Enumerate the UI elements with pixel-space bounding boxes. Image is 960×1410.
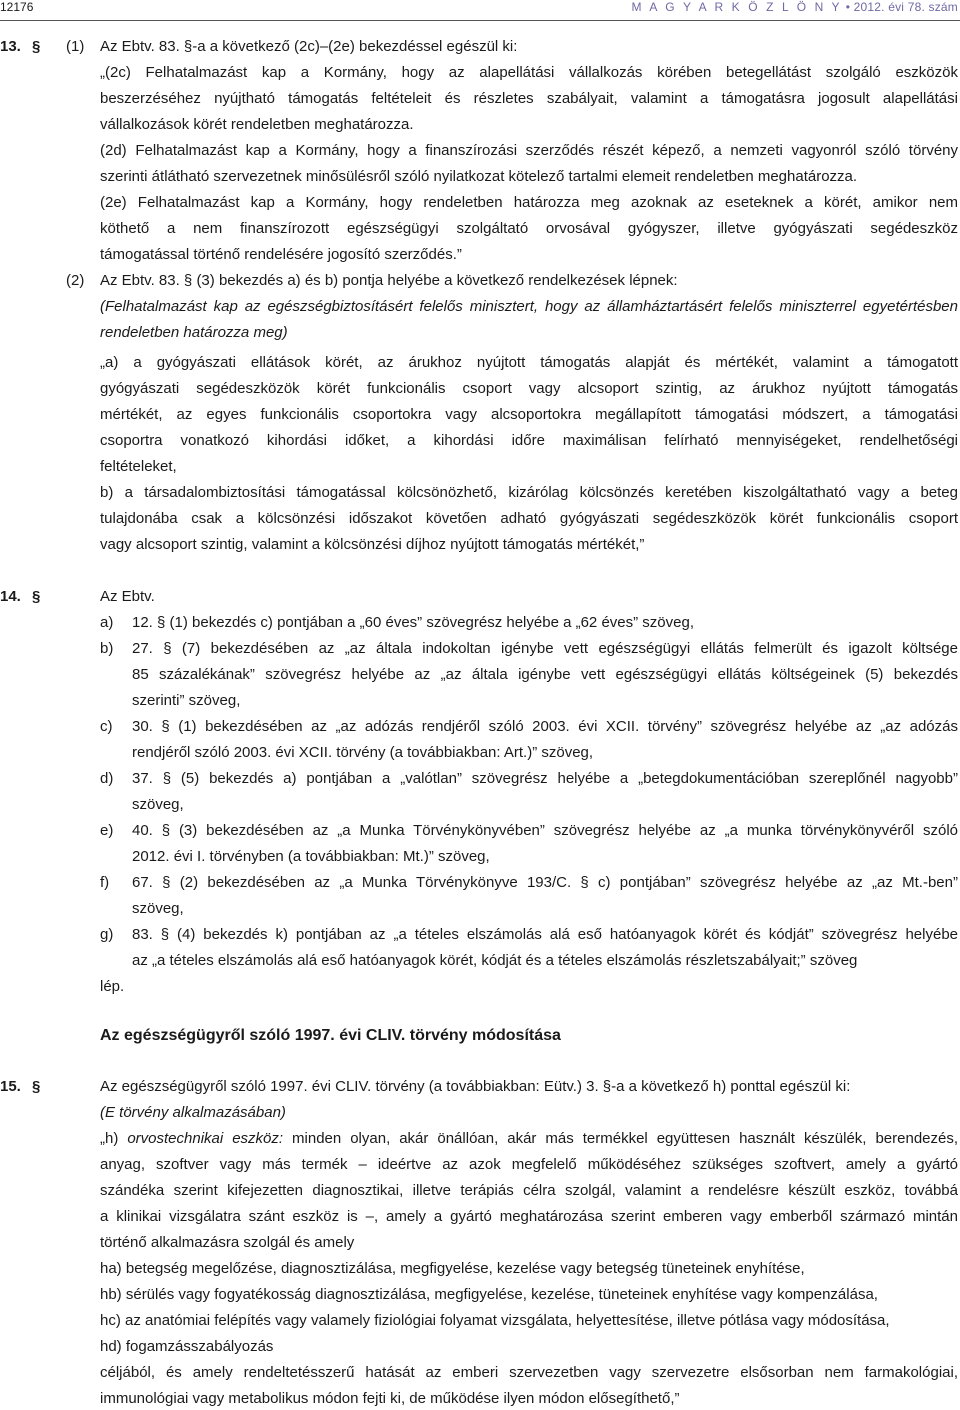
point-line: tulajdonába csak a kölcsönzési időszakot követően adható gyógyászati segédeszközök körét funkcionális csoport xyxy=(100,510,958,527)
paragraph-line: (2d) Felhatalmazást kap a Kormány, hogy a finanszírozási szerződés részét képező, a nemzeti vagyonról szóló törvény xyxy=(100,142,958,159)
subpoint-line: hd) fogamzásszabályozás xyxy=(100,1338,274,1355)
item-line: 30. § (1) bekezdésében az „az adózás rendjéről szóló 2003. évi XCII. törvény” szövegrész helyébe az „az adózás xyxy=(132,718,958,735)
section-intro: Az egészségügyről szóló 1997. évi CLIV. törvény (a továbbiakban: Eütv.) 3. §-a a következő h) ponttal egészül ki: xyxy=(100,1078,851,1095)
item-line: 40. § (3) bekezdésében az „a Munka Törvénykönyvében” szövegrész helyébe az „a munka törvénykönyvéről szóló xyxy=(132,822,958,839)
point-prefix: „h) xyxy=(100,1130,128,1147)
issue-number: 2012. évi 78. szám xyxy=(853,0,958,14)
item-line: 2012. évi I. törvényben (a továbbiakban: Mt.)” szöveg, xyxy=(132,848,490,865)
point-line: mértékét, az egyes funkcionális csoportokra vagy alcsoportokra megállapított támogatási módszert, a támogatási xyxy=(100,406,958,423)
paragraph-number: (1) xyxy=(66,38,85,55)
journal-name: M A G Y A R K Ö Z L Ö N Y xyxy=(631,0,843,14)
subpoint-line: hc) az anatómiai felépítés vagy valamely fiziológiai folyamat vizsgálata, helyettesítése, illetve pótlása vagy módosítása, xyxy=(100,1312,890,1329)
paragraph-line: „(2c) Felhatalmazást kap a Kormány, hogy az alapellátási vállalkozás körében betegellátást szolgáló eszközök xyxy=(100,64,958,81)
paragraph-line: beszerzéséhez nyújtható támogatás feltételeit és részletes szabályait, valamint a támogatásra jogosult alapellátási xyxy=(100,90,958,107)
point-line: csoportra vonatkozó kihordási időket, a kihordási időre maximálisan felírható mennyiségeket, rendelhetőségi xyxy=(100,432,958,449)
section-number: 14. xyxy=(0,588,21,605)
section-sign: § xyxy=(32,588,41,605)
section-number: 13. xyxy=(0,38,21,55)
item-line: szöveg, xyxy=(132,796,184,813)
italic-context-line: (E törvény alkalmazásában) xyxy=(100,1104,286,1121)
definition-line: immunológiai vagy metabolikus módon fejti ki, de működése ilyen módon elősegíthető,” xyxy=(100,1390,680,1407)
journal-title xyxy=(632,0,958,14)
paragraph-text: Az Ebtv. 83. § (3) bekezdés a) és b) pontja helyébe a következő rendelkezések lépnek: xyxy=(100,272,678,289)
defined-term: orvostechnikai eszköz: xyxy=(127,1130,284,1147)
definition-line: történő alkalmazásra szolgál és amely xyxy=(100,1234,355,1251)
page-header xyxy=(0,0,960,14)
item-line: 83. § (4) bekezdés k) pontjában az „a tételes elszámolás alá eső hatóanyagok körét és kódját” szövegrész helyébe xyxy=(132,926,958,943)
italic-context-line: rendeletben határozza meg) xyxy=(100,324,288,341)
item-label: c) xyxy=(100,718,113,735)
closing-word: lép. xyxy=(100,978,125,995)
paragraph-line: szerinti átlátható szervezetnek minősülésről szóló nyilatkozat kötelező tartalmi elemeit rendeletben meghatározza. xyxy=(100,168,858,185)
definition-line: a klinikai vizsgálatra szánt eszköz is –, amely a gyártó meghatározása szerint emberen vagy emberből származó mintán xyxy=(100,1208,958,1225)
section-heading: Az egészségügyről szóló 1997. évi CLIV. törvény módosítása xyxy=(100,1027,561,1044)
item-line: 85 százalékának” szövegrész helyébe az „az általa igénybe vett egészségügyi ellátás költségeinek (5) bekezdés xyxy=(132,666,958,683)
item-label: g) xyxy=(100,926,114,943)
paragraph-text: Az Ebtv. 83. §-a a következő (2c)–(2e) bekezdéssel egészül ki: xyxy=(100,38,518,55)
point-line: b) a társadalombiztosítási támogatással kölcsönözhető, kizárólag kölcsönzés keretében kiszolgáltatható vagy a beteg xyxy=(100,484,958,501)
item-line: szöveg, xyxy=(132,900,184,917)
definition-line: céljából, és amely rendeltetésszerű hatását az emberi szervezetben vagy szervezetre elsősorban nem farmakológiai, xyxy=(100,1364,958,1381)
definition-line: szándéka szerint kifejezetten diagnosztikai, illetve terápiás célra szolgál, valamint a rendelésre készült eszköz, továbbá xyxy=(100,1182,958,1199)
point-line: vagy alcsoport szintig, valamint a kölcsönzési díjhoz nyújtott támogatás mértékét,” xyxy=(100,536,645,553)
section-sign: § xyxy=(32,1078,41,1095)
header-rule xyxy=(0,20,960,21)
item-line: 37. § (5) bekezdés a) pontjában a „valótlan” szövegrész helyébe a „betegdokumentációban szereplőnél nagyobb” xyxy=(132,770,958,787)
bullet-separator: • xyxy=(845,0,851,14)
paragraph-line: vállalkozások körét rendeletben meghatározza. xyxy=(100,116,414,133)
section-sign: § xyxy=(32,38,41,55)
item-line: rendjéről szóló 2003. évi XCII. törvény (a továbbiakban: Art.)” szöveg, xyxy=(132,744,594,761)
section-intro: Az Ebtv. xyxy=(100,588,155,605)
subpoint-line: ha) betegség megelőzése, diagnosztizálása, megfigyelése, kezelése vagy betegség tüneteinek enyhítése, xyxy=(100,1260,805,1277)
definition-line: anyag, szoftver vagy más termék – ideértve az azok megfelelő működéséhez szükséges szoftvert, amely a gyártó xyxy=(100,1156,958,1173)
item-line: az „a tételes elszámolás alá eső hatóanyagok körét, kódját és a tételes elszámolás részletszabályait;” szöveg xyxy=(132,952,858,969)
page-number: 12176 xyxy=(0,0,34,14)
item-label: d) xyxy=(100,770,114,787)
point-line: „a) a gyógyászati ellátások körét, az árukhoz nyújtott támogatás alapját és mértékét, valamint a támogatott xyxy=(100,354,958,371)
section-number: 15. xyxy=(0,1078,21,1095)
item-label: a) xyxy=(100,614,114,631)
item-label: e) xyxy=(100,822,114,839)
paragraph-line: támogatással történő rendelésére jogosító szerződés.” xyxy=(100,246,462,263)
paragraph-number: (2) xyxy=(66,272,85,289)
italic-context-line: (Felhatalmazást kap az egészségbiztosításért felelős minisztert, hogy az államháztartásért felelős miniszterrel egyetértésben xyxy=(100,298,958,315)
paragraph-line: köthető a nem finanszírozott egészségügyi szolgáltató orvosával gyógyszer, illetve gyógyászati segédeszköz xyxy=(100,220,958,237)
definition-line xyxy=(100,1129,958,1149)
paragraph-line: (2e) Felhatalmazást kap a Kormány, hogy rendeletben határozza meg azoknak az eseteknek a körét, amikor nem xyxy=(100,194,958,211)
item-line: 27. § (7) bekezdésében az „az általa indokoltan igénybe vett egészségügyi ellátás felmerült és igazolt költsége xyxy=(132,640,958,657)
item-label: f) xyxy=(100,874,110,891)
item-label: b) xyxy=(100,640,114,657)
item-line: 67. § (2) bekezdésében az „a Munka Törvénykönyve 193/C. § c) pontjában” szövegrész helyébe az „az Mt.-ben” xyxy=(132,874,958,891)
point-line: gyógyászati segédeszközök körét funkcionális csoport vagy alcsoport szintig, az árukhoz nyújtott támogatás xyxy=(100,380,958,397)
item-line: 12. § (1) bekezdés c) pontjában a „60 éves” szövegrész helyébe a „62 éves” szöveg, xyxy=(132,614,694,631)
point-line: feltételeket, xyxy=(100,458,177,475)
definition-text: minden olyan, akár önállóan, akár más termékkel együttesen használt készülék, berendezés, xyxy=(283,1130,959,1147)
item-line: szerinti” szöveg, xyxy=(132,692,241,709)
subpoint-line: hb) sérülés vagy fogyatékosság diagnosztizálása, megfigyelése, kezelése, tüneteinek enyhítése vagy kompenzálása, xyxy=(100,1286,878,1303)
